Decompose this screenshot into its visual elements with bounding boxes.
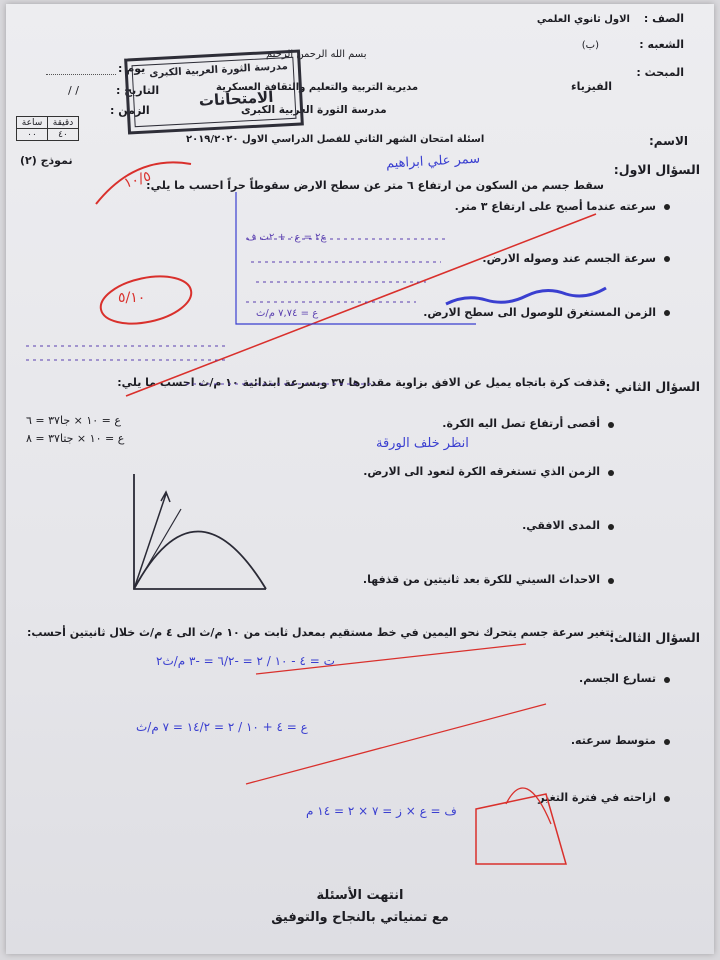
velocity-arrow — [134, 492, 170, 589]
q3-item-1: تسارع الجسم. — [579, 672, 656, 685]
hw-see-back: انظر خلف الورقة — [376, 436, 469, 451]
minute-value: ٤٠ — [48, 129, 79, 141]
q1-workings — [246, 239, 446, 302]
stamp-exams: الامتحانات — [198, 87, 274, 110]
footer-end: انتهت الأسئلة — [316, 888, 404, 903]
projectile-path — [134, 532, 266, 590]
q1-item-3: الزمن المستغرق للوصول الى سطح الارض. — [423, 306, 656, 319]
subject-label: المبحث : — [636, 66, 684, 79]
subject-value: الفيزياء — [570, 80, 612, 93]
basmala: بسم الله الرحمن الرحيم — [266, 49, 367, 60]
hw-score: ١٠/٥ — [122, 168, 153, 192]
q3-text: تتغير سرعة جسم يتحرك نحو اليمين في خط مستقيم بمعدل ثابت من ١٠ م/ث الى ٤ م/ث خلال ثانيتين أحسب: — [26, 626, 614, 639]
q1-workings-2 — [26, 346, 376, 384]
grade-value: الاول ثانوي العلمي — [536, 14, 630, 25]
hw-q1-work2: ع = ٧,٧٤ م/ث — [256, 308, 319, 319]
red-strike-q3b — [246, 704, 546, 784]
q2-text: قذفت كرة باتجاه يميل عن الافق بزاوية مقدارها ٣٧ وبسرعة ابتدائية ١٠ م/ث احسب ما يلي: — [117, 376, 606, 389]
exam-title: اسئلة امتحان الشهر الثاني للفصل الدراسي الاول ٢٠١٩/٢٠٢٠ — [186, 134, 485, 145]
hw-score-circle: ٥/١٠ — [118, 290, 146, 306]
q2-title: السؤال الثاني : — [605, 379, 700, 394]
time-label: الزمن : — [110, 104, 150, 117]
minute-label: دقيقة — [48, 117, 79, 129]
red-arc — [506, 788, 551, 824]
hw-q2-work: ع = ١٠ × جا٣٧ = ٦ — [26, 414, 121, 427]
q3-item-3: ازاحته في فترة التغير — [538, 791, 656, 804]
q1-title: السؤال الاول: — [613, 162, 700, 177]
red-strike-q1 — [126, 214, 596, 396]
q2-item-1: أقصى أرتفاع تصل اليه الكرة. — [442, 417, 600, 430]
day-label: يوم : — [118, 62, 146, 75]
grade-label: الصف : — [643, 12, 684, 25]
school-name: مدرسة الثورة العربية الكبرى — [241, 104, 387, 116]
q1-item-2: سرعة الجسم عند وصوله الارض. — [482, 252, 656, 265]
blue-scribble — [446, 288, 606, 304]
hw-q3-a1: ت = ٤ - ١٠ / ٢ = -٦/٢ = -٣ م/ث٢ — [156, 654, 335, 668]
ministry-name: مديرية التربية والتعليم والثقافة العسكرية — [216, 82, 419, 93]
model-number: نموذج (٢) — [20, 154, 73, 167]
hw-q2-work2: ع = ١٠ × جتا٣٧ = ٨ — [26, 432, 125, 445]
footer-wishes: مع تمنياتي بالنجاح والتوفيق — [271, 910, 449, 925]
hw-q3-a2: ع = ٤ + ١٠ / ٢ = ١٤/٢ = ٧ م/ث — [136, 720, 308, 734]
work-box — [236, 192, 476, 324]
date-label: التاريخ : — [116, 84, 160, 97]
q3-title: السؤال الثالث: — [609, 630, 700, 645]
date-value: / / — [68, 84, 79, 97]
hour-value: ٠٠ — [17, 129, 48, 141]
hw-q3-a3: ف = ع × ز = ٧ × ٢ = ١٤ م — [306, 804, 457, 818]
q2-item-3: المدى الافقي. — [522, 519, 600, 532]
hw-student-name: سمر علي ابراهيم — [385, 151, 481, 172]
stamp-school: مدرسة الثورة العربية الكبرى — [148, 61, 289, 80]
q2-item-4: الاحداث السيني للكرة بعد ثانيتين من قذفها. — [362, 573, 600, 586]
q2-item-2: الزمن الذي تستغرقه الكرة لتعود الى الارض. — [363, 465, 600, 478]
exam-sheet — [6, 4, 714, 954]
score-circle — [96, 269, 195, 331]
section-value: (ب) — [581, 40, 599, 51]
q3-item-2: متوسط سرعته. — [570, 734, 656, 747]
q1-item-1: سرعته عندما أصبح على ارتفاع ٣ متر. — [454, 200, 656, 213]
name-label: الاسم: — [648, 134, 688, 148]
red-triangle — [476, 794, 566, 864]
hw-q1-work1: ع٢ = ع٠ + ٢ت ف — [246, 232, 327, 243]
hour-label: ساعة — [17, 117, 48, 129]
section-label: الشعبه : — [639, 38, 684, 51]
q1-text: سقط جسم من السكون من ارتفاع ٦ متر عن سطح الارض سقوطاً حراً احسب ما يلي: — [146, 179, 604, 192]
